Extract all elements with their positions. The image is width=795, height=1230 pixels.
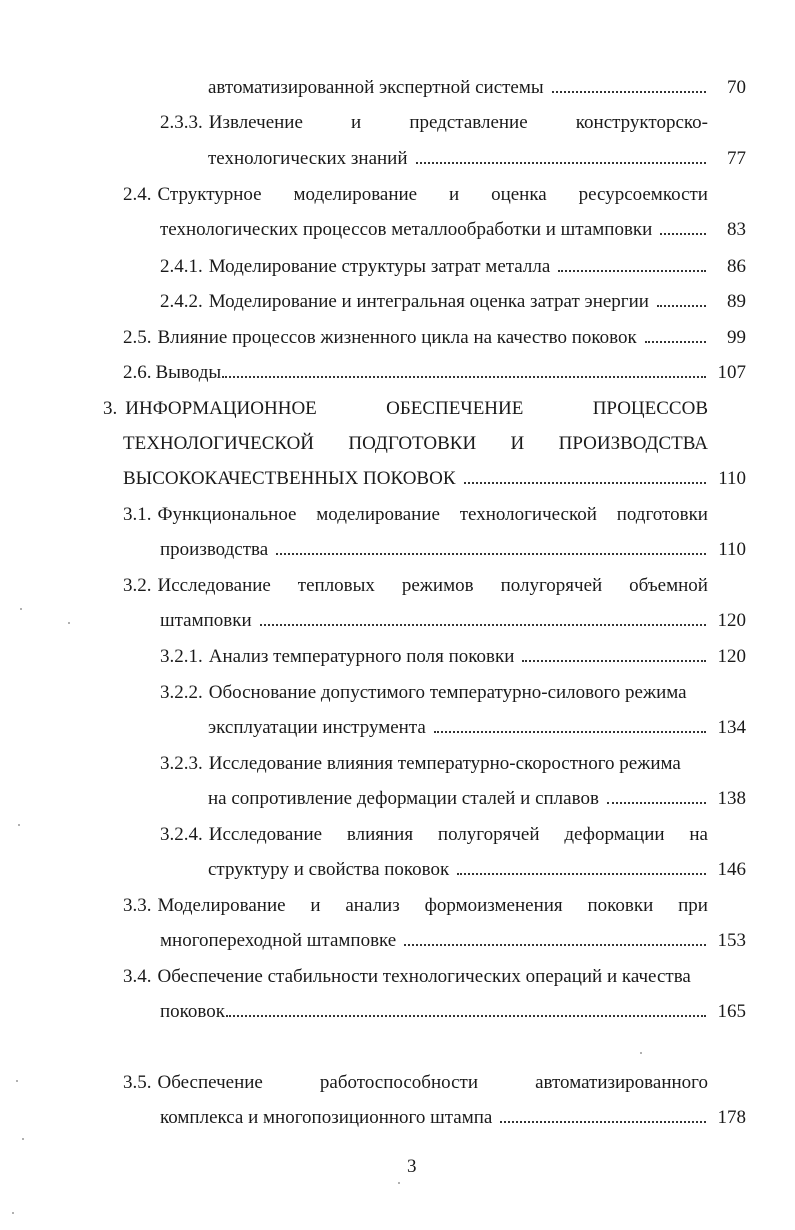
toc-entry-text — [158, 183, 709, 207]
toc-entry-text — [158, 574, 709, 598]
toc-word: ИНФОРМАЦИОННОЕ — [125, 398, 317, 419]
toc-entry — [160, 218, 746, 242]
toc-chapter-entry — [123, 467, 746, 491]
scan-speck — [18, 824, 20, 826]
scan-speck — [22, 1138, 24, 1140]
dot-leader — [607, 801, 706, 804]
dot-leader — [522, 659, 706, 662]
toc-word: анализ — [345, 895, 400, 916]
toc-word: конструкторско- — [575, 112, 708, 133]
toc-entry — [160, 752, 708, 776]
toc-page-number: 83 — [727, 219, 746, 240]
toc-page-number: 120 — [717, 646, 746, 667]
toc-entry-number: 3.2.1. — [160, 646, 203, 667]
toc-entry — [160, 929, 746, 953]
toc-entry-number: 3.2. — [123, 575, 152, 596]
toc-page-number: 134 — [717, 717, 746, 738]
toc-word: полугорячей — [437, 824, 540, 845]
toc-entry-number: 3.1. — [123, 504, 152, 525]
toc-word: Исследование — [157, 575, 271, 596]
toc-page-number: 86 — [727, 256, 746, 277]
toc-entry-text: Обоснование допустимого температурно-силового режима — [208, 682, 687, 703]
toc-entry-text — [158, 1071, 709, 1095]
toc-entry-number: 3.5. — [123, 1072, 152, 1093]
toc-entry-number: 3.4. — [123, 966, 152, 987]
toc-entry-text — [123, 432, 708, 456]
toc-word: представление — [409, 112, 528, 133]
toc-word: режимов — [401, 575, 474, 596]
dot-leader — [657, 304, 706, 307]
toc-word: моделирование — [316, 504, 440, 525]
dot-leader — [434, 730, 706, 733]
toc-entry — [160, 823, 708, 847]
toc-page-number: 138 — [717, 788, 746, 809]
toc-entry-text: технологических знаний — [208, 148, 408, 169]
toc-entry-text: штамповки — [160, 610, 252, 631]
toc-entry — [208, 858, 746, 882]
toc-page-number: 110 — [718, 468, 746, 489]
toc-entry-number: 2.4.2. — [160, 291, 203, 312]
toc-word: ПРОИЗВОДСТВА — [558, 433, 708, 454]
toc-entry — [123, 503, 708, 527]
toc-entry-number: 2.5. — [123, 327, 152, 348]
toc-word: Извлечение — [208, 112, 303, 133]
toc-entry-text: Влияние процессов жизненного цикла на качество поковок — [157, 327, 637, 348]
toc-entry — [160, 1106, 746, 1130]
scan-speck — [16, 1080, 18, 1082]
toc-word: влияния — [346, 824, 414, 845]
toc-word: и — [449, 184, 460, 205]
toc-word: оценка — [491, 184, 547, 205]
toc-entry-text: Моделирование структуры затрат металла — [208, 256, 551, 277]
toc-page-number: 99 — [727, 327, 746, 348]
toc-word: тепловых — [297, 575, 375, 596]
dot-leader — [222, 375, 706, 378]
toc-entry — [123, 326, 746, 350]
dot-leader — [645, 340, 706, 343]
toc-word: деформации — [564, 824, 665, 845]
toc-word: автоматизированного — [535, 1072, 708, 1093]
dot-leader — [226, 1014, 706, 1017]
toc-entry — [160, 645, 746, 669]
toc-entry-number: 2.3.3. — [160, 112, 203, 133]
toc-entry-number: 3.2.3. — [160, 753, 203, 774]
toc-word: на — [689, 824, 708, 845]
toc-entry-text: Моделирование и интегральная оценка затрат энергии — [208, 291, 649, 312]
dot-leader — [552, 90, 706, 93]
toc-entry-number: 3.2.2. — [160, 682, 203, 703]
toc-word: ПРОЦЕССОВ — [592, 398, 708, 419]
toc-entry — [208, 787, 746, 811]
toc-word: Функциональное — [157, 504, 297, 525]
toc-entry — [123, 1071, 708, 1095]
toc-entry — [160, 255, 746, 279]
dot-leader — [660, 232, 706, 235]
toc-page-number: 89 — [727, 291, 746, 312]
toc-word: поковки — [587, 895, 654, 916]
toc-page-number: 70 — [727, 77, 746, 98]
scan-speck — [398, 1182, 400, 1184]
toc-entry-text: поковок — [160, 1001, 226, 1022]
toc-entry — [123, 574, 708, 598]
toc-entry-text: на сопротивление деформации сталей и сплавов — [208, 788, 599, 809]
toc-word: И — [510, 433, 525, 454]
dot-leader — [457, 872, 706, 875]
scan-speck — [640, 1052, 642, 1054]
toc-page-number: 107 — [717, 362, 746, 383]
toc-page-number: 153 — [717, 930, 746, 951]
toc-entry-text — [209, 111, 708, 135]
toc-word: формоизменения — [424, 895, 563, 916]
toc-page-number: 178 — [717, 1107, 746, 1128]
toc-word: работоспособности — [319, 1072, 479, 1093]
toc-page-number: 110 — [718, 539, 746, 560]
dot-leader — [276, 552, 706, 555]
toc-entry-text: Обеспечение стабильности технологических операций и качества — [157, 966, 691, 987]
scan-speck — [12, 1212, 14, 1214]
toc-entry — [208, 76, 746, 100]
toc-entry — [160, 290, 746, 314]
toc-entry — [208, 147, 746, 171]
toc-word: подготовки — [616, 504, 708, 525]
toc-word: и — [310, 895, 321, 916]
toc-entry-text — [209, 823, 708, 847]
toc-word: ПОДГОТОВКИ — [348, 433, 477, 454]
toc-chapter-entry — [103, 397, 708, 421]
toc-entry-text — [158, 503, 709, 527]
toc-word: и — [351, 112, 362, 133]
toc-word: ресурсоемкости — [578, 184, 708, 205]
toc-entry-text: структуру и свойства поковок — [208, 859, 450, 880]
toc-entry-number: 3.3. — [123, 895, 152, 916]
toc-entry-text: комплекса и многопозиционного штампа — [160, 1107, 493, 1128]
toc-entry-text: эксплуатации инструмента — [208, 717, 426, 738]
toc-word: моделирование — [293, 184, 418, 205]
toc-word: полугорячей — [500, 575, 603, 596]
toc-page-number: 146 — [717, 859, 746, 880]
toc-entry — [160, 1000, 746, 1024]
toc-entry-text: многопереходной штамповке — [160, 930, 397, 951]
scan-speck — [68, 622, 70, 624]
toc-entry — [160, 111, 708, 135]
toc-entry-number: 2.4. — [123, 184, 152, 205]
toc-page-number: 77 — [727, 148, 746, 169]
toc-entry-text: Исследование влияния температурно-скоростного режима — [208, 753, 681, 774]
toc-page-number: 120 — [717, 610, 746, 631]
toc-entry-text: ВЫСОКОКАЧЕСТВЕННЫХ ПОКОВОК — [123, 468, 456, 489]
toc-entry-text — [125, 397, 708, 421]
toc-word: технологической — [459, 504, 597, 525]
toc-entry — [123, 965, 708, 989]
toc-chapter-entry — [123, 432, 708, 456]
toc-entry-text — [158, 894, 709, 918]
toc-word: Структурное — [157, 184, 262, 205]
toc-entry-number: 3.2.4. — [160, 824, 203, 845]
toc-entry — [160, 609, 746, 633]
toc-entry-number: 2.6. — [123, 362, 152, 383]
toc-entry-text: Выводы — [155, 362, 222, 383]
toc-entry — [160, 681, 708, 705]
page-number: 3 — [407, 1156, 417, 1177]
toc-word: ТЕХНОЛОГИЧЕСКОЙ — [123, 433, 315, 454]
toc-entry — [208, 716, 746, 740]
toc-entry — [123, 361, 746, 385]
toc-word: при — [678, 895, 708, 916]
dot-leader — [416, 161, 707, 164]
toc-page-number: 165 — [717, 1001, 746, 1022]
toc-entry — [123, 183, 708, 207]
toc-word: объемной — [629, 575, 708, 596]
toc-entry-text: автоматизированной экспертной системы — [208, 77, 544, 98]
toc-word: Исследование — [208, 824, 323, 845]
toc-entry-text: технологических процессов металлообработки и штамповки — [160, 219, 653, 240]
toc-word: Обеспечение — [157, 1072, 263, 1093]
dot-leader — [404, 943, 706, 946]
toc-entry-text: производства — [160, 539, 269, 560]
toc-entry — [123, 894, 708, 918]
toc-word: Моделирование — [157, 895, 286, 916]
toc-entry-text: Анализ температурного поля поковки — [208, 646, 515, 667]
scan-speck — [20, 608, 22, 610]
toc-word: ОБЕСПЕЧЕНИЕ — [386, 398, 524, 419]
toc-entry-number: 3. — [103, 398, 118, 419]
dot-leader — [464, 481, 707, 484]
dot-leader — [500, 1120, 706, 1123]
toc-entry-number: 2.4.1. — [160, 256, 203, 277]
dot-leader — [260, 623, 706, 626]
toc-entry — [160, 538, 746, 562]
dot-leader — [558, 269, 706, 272]
